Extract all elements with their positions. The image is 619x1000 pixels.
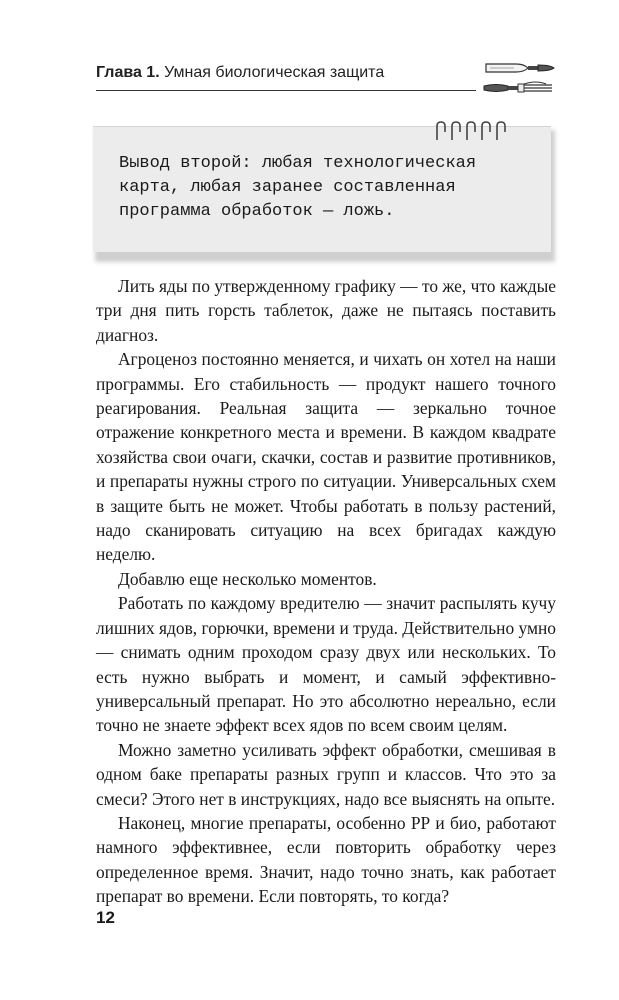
- chapter-title: Умная биологическая защита: [164, 64, 385, 81]
- running-header: [96, 58, 556, 106]
- page-number: 12: [96, 908, 115, 927]
- paragraph: Агроценоз постоянно меняется, и чихать он хотел на наши программы. Его стабильность — продукт нашего точного реагирования. Реальная защита — зеркально точное отражение конкретного места и времени. В каждом квадрате хозяйства свои очаги, скачки, состав и развитие противников, и препараты нужны строго по ситуации. Универсальных схем в защите быть не может. Чтобы работать в пользу растений, надо сканировать ситуацию на всех бригадах каждую неделю.: [96, 349, 556, 565]
- spiral-binding-rings: [431, 120, 511, 142]
- callout-note: [93, 120, 555, 260]
- chapter-label: Глава 1.: [96, 64, 160, 81]
- paragraph: Наконец, многие препараты, особенно РР и био, работают намного эффективнее, если повторить обработку через определенное время. Значит, надо точно знать, как работает препарат во времени. Если повторять, то когда?: [96, 812, 556, 907]
- header-rule: [96, 90, 476, 91]
- garden-tools-icon: [480, 58, 556, 102]
- paragraph: Лить яды по утвержденному графику — то же, что каждые три дня пить горсть таблеток, даже не пытаясь поставить диагноз.: [96, 276, 556, 345]
- paragraph: Можно заметно усиливать эффект обработки, смешивая в одном баке препараты разных групп и классов. Что это за смеси? Этого нет в инструкциях, надо все выяснять на опыте.: [96, 739, 556, 809]
- paragraph: Добавлю еще несколько моментов.: [118, 568, 377, 589]
- callout-text: Вывод второй: любая технологическая карта, любая заранее составленная программа обработок — ложь.: [119, 154, 477, 221]
- chapter-heading: [96, 64, 384, 82]
- paragraph: Работать по каждому вредителю — значит распылять кучу лишних ядов, горючки, времени и труда. Действительно умно — снимать одним проходом сразу двух или нескольких. То есть нужно выбрать и момент, и самый эффективно-универсальный препарат. Но это абсолютно нереально, если точно не знаете эффект всех ядов по всем своим целям.: [96, 593, 556, 736]
- body-text: [96, 274, 556, 909]
